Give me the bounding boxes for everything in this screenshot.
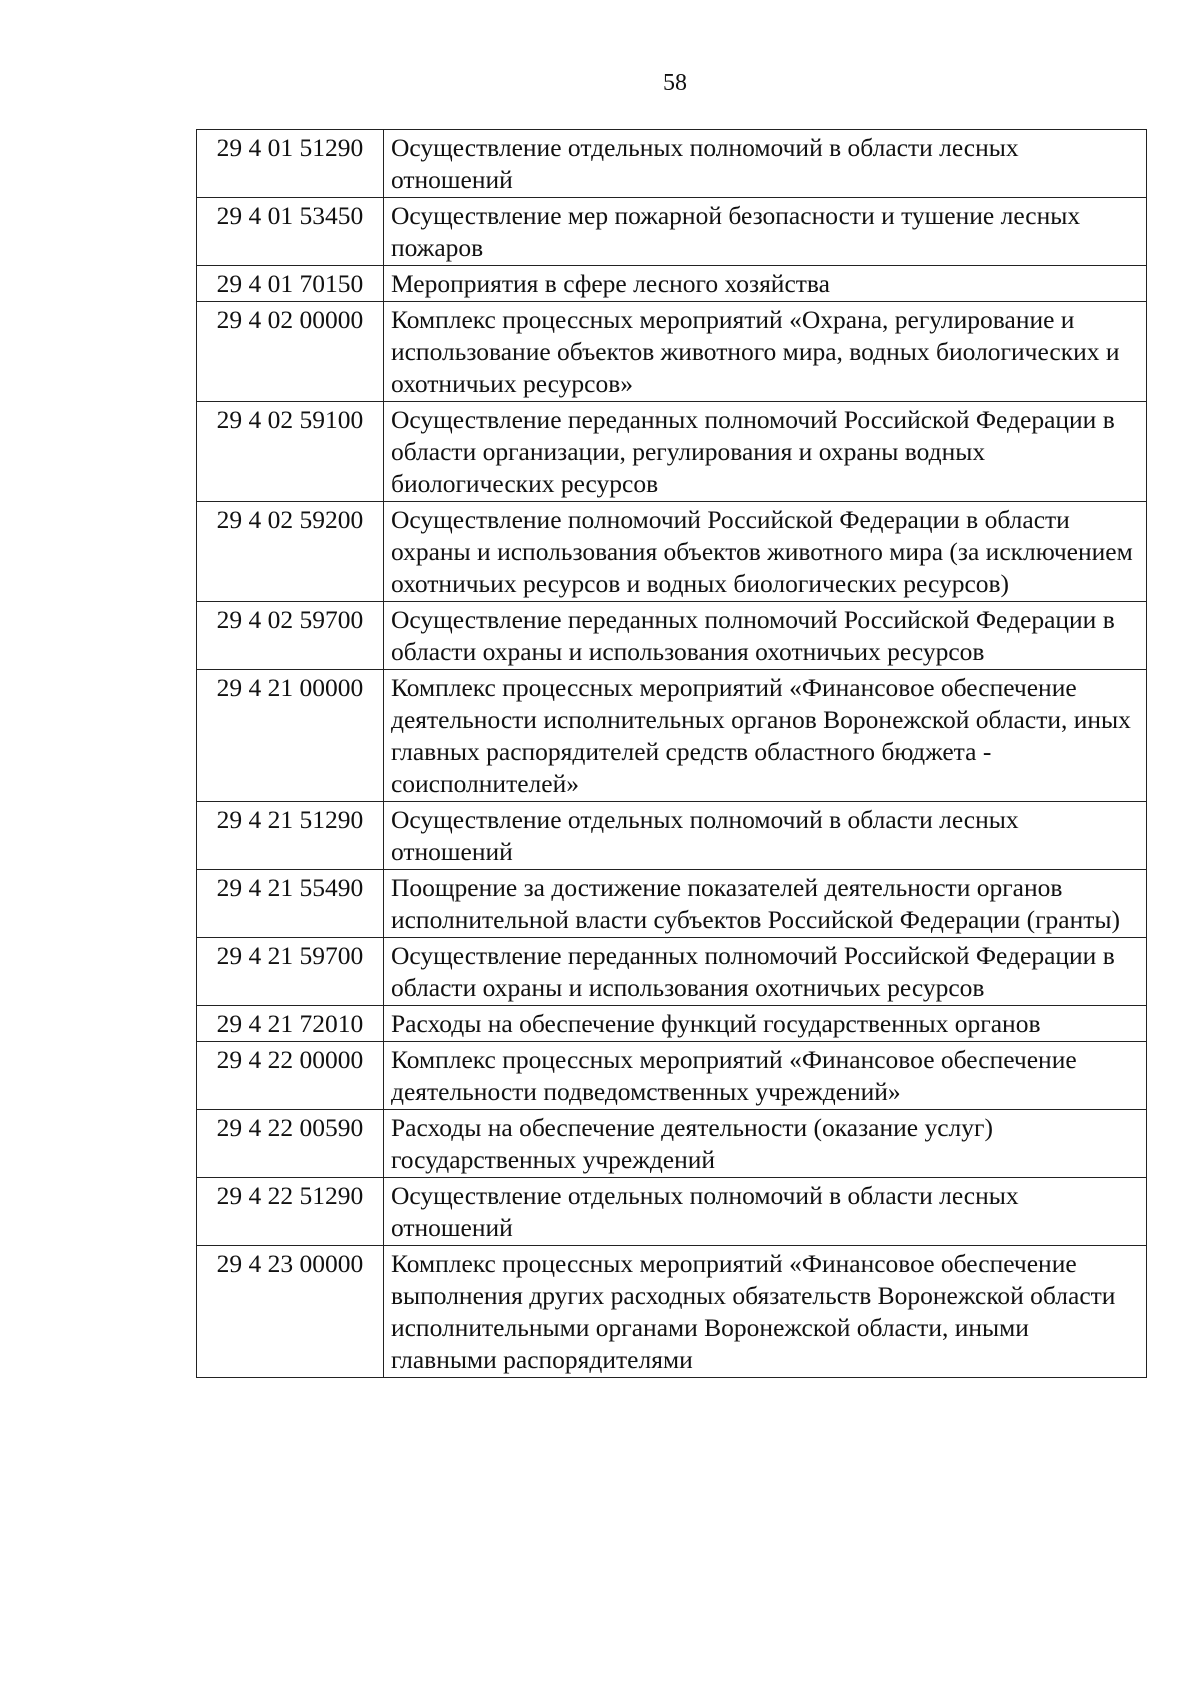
row-code: 29 4 01 70150 xyxy=(197,266,384,302)
table-row xyxy=(197,1178,1147,1246)
row-code: 29 4 01 51290 xyxy=(197,130,384,198)
table-row xyxy=(197,130,1147,198)
row-description: Комплекс процессных мероприятий «Финансовое обеспечение деятельности исполнительных органов Воронежской области, иных главных распорядителей средств областного бюджета - соисполнителей» xyxy=(383,670,1146,802)
row-code: 29 4 22 00000 xyxy=(197,1042,384,1110)
row-code: 29 4 21 51290 xyxy=(197,802,384,870)
page-number: 58 xyxy=(663,70,687,96)
table-row xyxy=(197,802,1147,870)
row-description: Осуществление отдельных полномочий в области лесных отношений xyxy=(383,130,1146,198)
row-description: Осуществление отдельных полномочий в области лесных отношений xyxy=(383,802,1146,870)
row-code: 29 4 02 59700 xyxy=(197,602,384,670)
row-description: Осуществление переданных полномочий Российской Федерации в области организации, регулирования и охраны водных биологических ресурсов xyxy=(383,402,1146,502)
table-row xyxy=(197,302,1147,402)
row-description: Расходы на обеспечение функций государственных органов xyxy=(383,1006,1146,1042)
row-code: 29 4 21 00000 xyxy=(197,670,384,802)
row-description: Расходы на обеспечение деятельности (оказание услуг) государственных учреждений xyxy=(383,1110,1146,1178)
table-row xyxy=(197,870,1147,938)
row-code: 29 4 21 55490 xyxy=(197,870,384,938)
row-code: 29 4 23 00000 xyxy=(197,1246,384,1378)
row-description: Осуществление мер пожарной безопасности и тушение лесных пожаров xyxy=(383,198,1146,266)
table-row xyxy=(197,602,1147,670)
row-description: Комплекс процессных мероприятий «Охрана, регулирование и использование объектов животного мира, водных биологических и охотничьих ресурсов» xyxy=(383,302,1146,402)
row-description: Комплекс процессных мероприятий «Финансовое обеспечение деятельности подведомственных учреждений» xyxy=(383,1042,1146,1110)
row-code: 29 4 22 51290 xyxy=(197,1178,384,1246)
table-row xyxy=(197,402,1147,502)
row-code: 29 4 02 00000 xyxy=(197,302,384,402)
budget-code-table xyxy=(196,129,1147,1378)
table-row xyxy=(197,670,1147,802)
row-description: Поощрение за достижение показателей деятельности органов исполнительной власти субъектов Российской Федерации (гранты) xyxy=(383,870,1146,938)
row-code: 29 4 21 59700 xyxy=(197,938,384,1006)
row-description: Мероприятия в сфере лесного хозяйства xyxy=(383,266,1146,302)
row-description: Осуществление полномочий Российской Федерации в области охраны и использования объектов животного мира (за исключением охотничьих ресурсов и водных биологических ресурсов) xyxy=(383,502,1146,602)
table-row xyxy=(197,1110,1147,1178)
row-code: 29 4 02 59100 xyxy=(197,402,384,502)
row-description: Осуществление отдельных полномочий в области лесных отношений xyxy=(383,1178,1146,1246)
row-description: Осуществление переданных полномочий Российской Федерации в области охраны и использования охотничьих ресурсов xyxy=(383,602,1146,670)
row-code: 29 4 01 53450 xyxy=(197,198,384,266)
table-row xyxy=(197,938,1147,1006)
table-row xyxy=(197,1246,1147,1378)
row-code: 29 4 02 59200 xyxy=(197,502,384,602)
table-row xyxy=(197,502,1147,602)
table-row xyxy=(197,1006,1147,1042)
row-code: 29 4 22 00590 xyxy=(197,1110,384,1178)
table-row xyxy=(197,266,1147,302)
table-row xyxy=(197,1042,1147,1110)
row-description: Комплекс процессных мероприятий «Финансовое обеспечение выполнения других расходных обязательств Воронежской области исполнительными органами Воронежской области, иными главными распорядителями xyxy=(383,1246,1146,1378)
table-row xyxy=(197,198,1147,266)
row-code: 29 4 21 72010 xyxy=(197,1006,384,1042)
row-description: Осуществление переданных полномочий Российской Федерации в области охраны и использования охотничьих ресурсов xyxy=(383,938,1146,1006)
